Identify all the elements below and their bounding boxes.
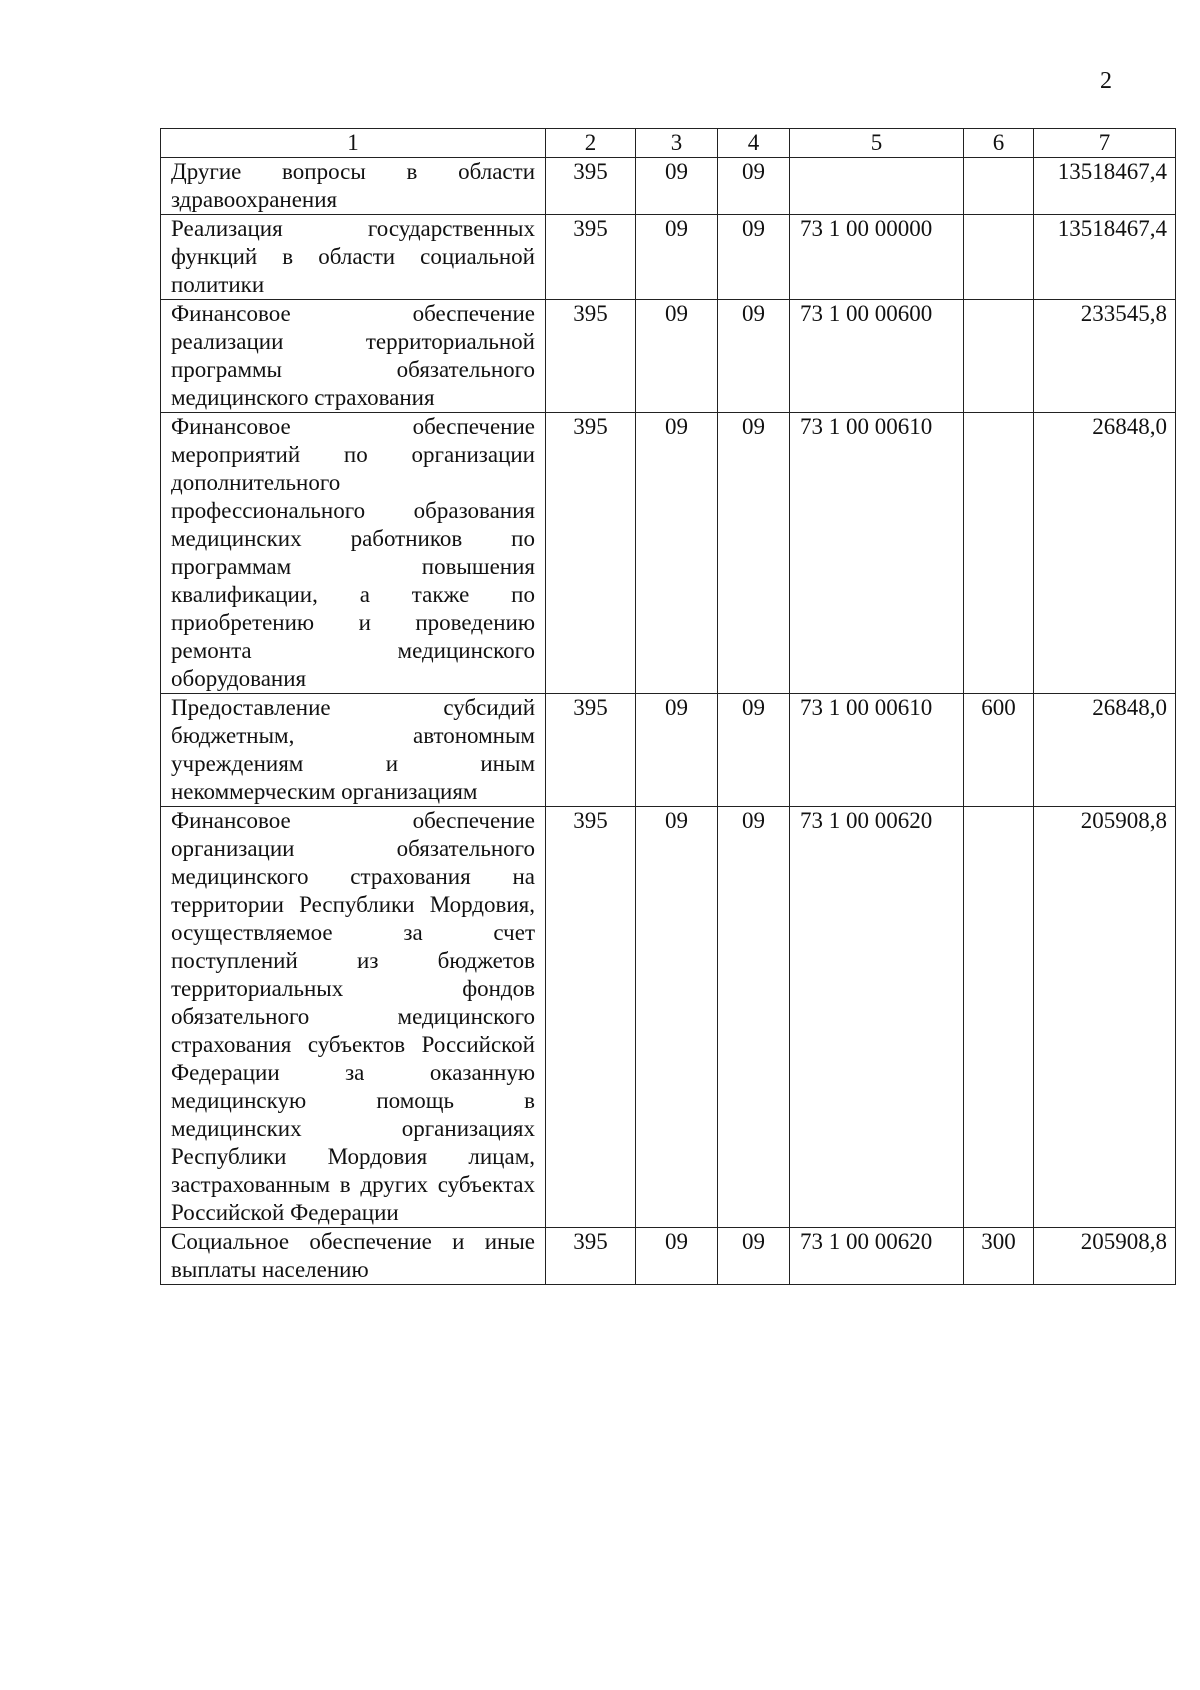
row-col-6 [964,413,1034,694]
row-col-3: 09 [636,158,718,215]
page-number: 2 [1100,68,1112,94]
row-col-5: 73 1 00 00610 [790,694,964,807]
row-name: Финансовое обеспечение организации обязательного медицинского страхования на территории Республики Мордовия, осуществляемое за счет поступлений из бюджетов территориальных фондов обязательного медицинского страхования субъектов Российской Федерации за оказанную медицинскую помощь в медицинских организациях Республики Мордовия лицам, застрахованным в других субъектах Российской Федерации [161,807,546,1228]
row-col-2: 395 [546,215,636,300]
row-name: Финансовое обеспечение мероприятий по организации дополнительного профессионального образования медицинских работников по программам повышения квалификации, а также по приобретению и проведению ремонта медицинского оборудования [161,413,546,694]
header-col-1: 1 [161,129,546,158]
row-col-7: 233545,8 [1034,300,1176,413]
table-row [161,807,1176,1228]
table-row [161,694,1176,807]
row-col-4: 09 [718,158,790,215]
row-col-7: 26848,0 [1034,694,1176,807]
row-col-7: 26848,0 [1034,413,1176,694]
header-row [161,129,1176,158]
row-name: Предоставление субсидий бюджетным, автономным учреждениям и иным некоммерческим организациям [161,694,546,807]
row-col-3: 09 [636,215,718,300]
table-row [161,1228,1176,1285]
row-col-5: 73 1 00 00620 [790,807,964,1228]
row-col-7: 13518467,4 [1034,215,1176,300]
header-col-6: 6 [964,129,1034,158]
table-body [161,158,1176,1285]
row-col-5 [790,158,964,215]
row-col-6: 600 [964,694,1034,807]
row-name: Социальное обеспечение и иные выплаты населению [161,1228,546,1285]
row-col-2: 395 [546,807,636,1228]
row-name: Другие вопросы в области здравоохранения [161,158,546,215]
table-row [161,215,1176,300]
row-col-7: 13518467,4 [1034,158,1176,215]
row-col-3: 09 [636,807,718,1228]
table-row [161,158,1176,215]
row-col-2: 395 [546,300,636,413]
row-col-7: 205908,8 [1034,807,1176,1228]
row-col-3: 09 [636,694,718,807]
row-col-4: 09 [718,413,790,694]
row-col-2: 395 [546,413,636,694]
header-col-4: 4 [718,129,790,158]
row-col-6 [964,158,1034,215]
row-col-4: 09 [718,694,790,807]
row-col-6 [964,300,1034,413]
row-col-6 [964,807,1034,1228]
row-col-5: 73 1 00 00600 [790,300,964,413]
row-col-5: 73 1 00 00620 [790,1228,964,1285]
row-col-3: 09 [636,1228,718,1285]
budget-table [160,128,1176,1285]
row-col-6: 300 [964,1228,1034,1285]
row-col-5: 73 1 00 00000 [790,215,964,300]
row-col-4: 09 [718,300,790,413]
row-col-6 [964,215,1034,300]
table-row [161,300,1176,413]
table-row [161,413,1176,694]
row-col-7: 205908,8 [1034,1228,1176,1285]
row-col-2: 395 [546,1228,636,1285]
header-col-2: 2 [546,129,636,158]
row-col-2: 395 [546,158,636,215]
row-name: Финансовое обеспечение реализации территориальной программы обязательного медицинского страхования [161,300,546,413]
row-col-2: 395 [546,694,636,807]
row-col-4: 09 [718,215,790,300]
row-col-3: 09 [636,300,718,413]
row-col-3: 09 [636,413,718,694]
header-col-5: 5 [790,129,964,158]
row-col-4: 09 [718,1228,790,1285]
header-col-3: 3 [636,129,718,158]
row-col-4: 09 [718,807,790,1228]
row-col-5: 73 1 00 00610 [790,413,964,694]
header-col-7: 7 [1034,129,1176,158]
table-header [161,129,1176,158]
row-name: Реализация государственных функций в области социальной политики [161,215,546,300]
